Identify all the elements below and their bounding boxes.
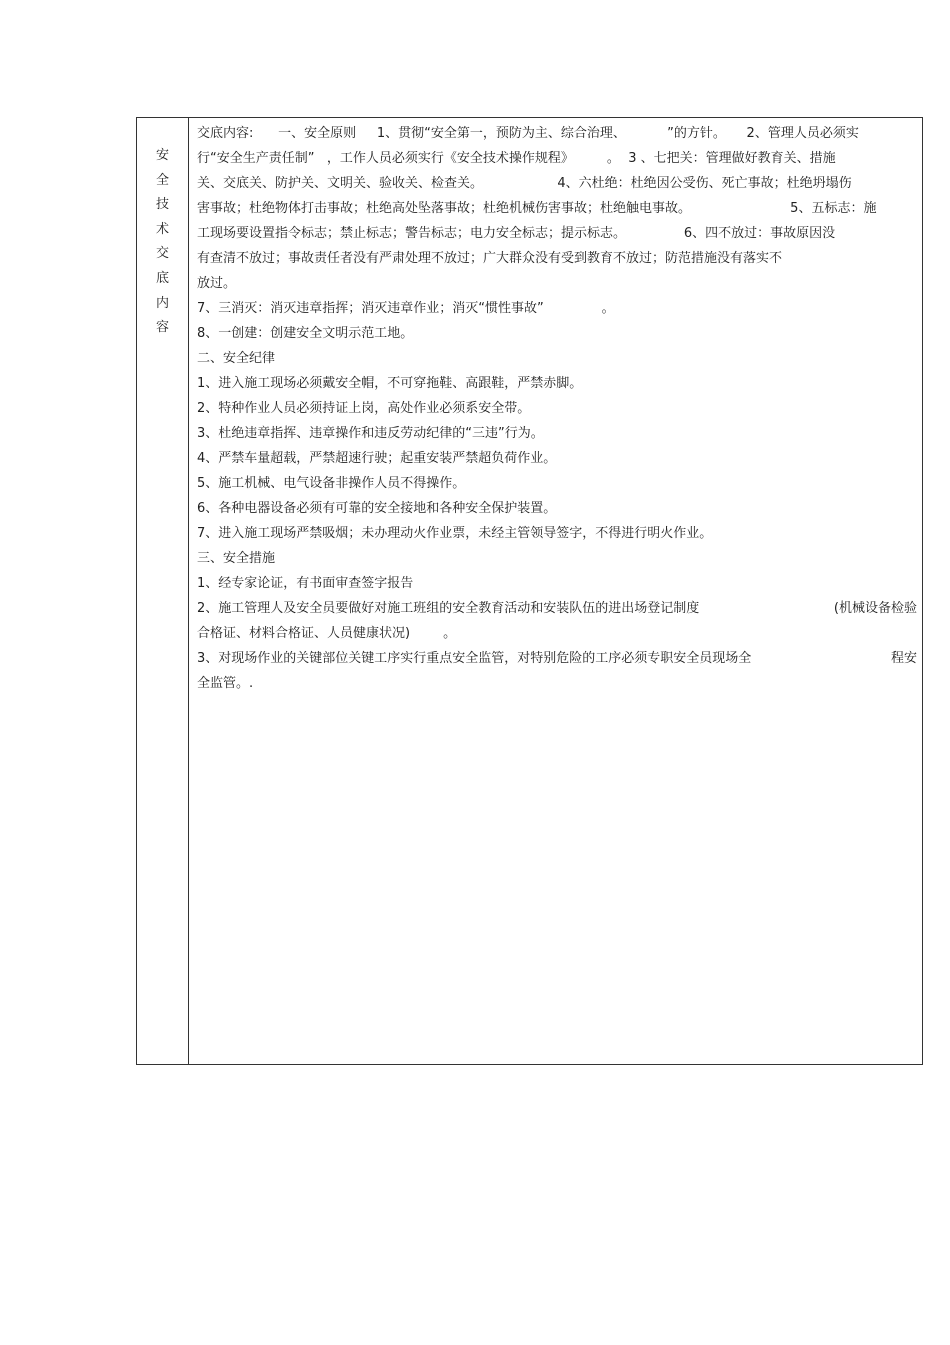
discipline-item: 4、严禁车量超载，严禁超速行驶；起重安装严禁超负荷作业。 <box>197 451 557 466</box>
content-cell <box>197 121 917 696</box>
measures-item <box>197 646 917 671</box>
measures-item-continued: 全监管。. <box>197 676 254 691</box>
principles-line: 害事故；杜绝物体打击事故；杜绝高处坠落事故；杜绝机械伤害事故；杜绝触电事故。 5、五标志：施 <box>197 201 877 216</box>
section-heading-discipline: 二、安全纪律 <box>197 351 276 366</box>
principles-line: 行“安全生产责任制” ，工作人员必须实行《安全技术操作规程》 。 3 、七把关：管理做好教育关、措施 <box>197 151 836 166</box>
section-label-char: 交 <box>155 246 169 262</box>
safety-briefing-table <box>136 117 923 1065</box>
principles-line: 放过。 <box>197 276 237 291</box>
section-heading-measures: 三、安全措施 <box>197 551 276 566</box>
measures-item-text: 2、施工管理人及安全员要做好对施工班组的安全教育活动和安装队伍的进出场登记制度 <box>197 601 700 616</box>
section-label-char: 安 <box>155 148 169 163</box>
discipline-item: 1、进入施工现场必须戴安全帽，不可穿拖鞋、高跟鞋，严禁赤脚。 <box>197 376 583 391</box>
measures-item-text: 3、对现场作业的关键部位关键工序实行重点安全监管，对特别危险的工序必须专职安全员现场全 <box>197 651 752 666</box>
measures-item-text: (机械设备检验 <box>833 601 917 616</box>
principles-line: 工现场要设置指令标志；禁止标志；警告标志；电力安全标志；提示标志。 6、四不放过：事故原因没 <box>197 226 836 241</box>
discipline-item: 7、进入施工现场严禁吸烟；未办理动火作业票，未经主管领导签字，不得进行明火作业。 <box>197 526 713 541</box>
discipline-item: 5、施工机械、电气设备非操作人员不得操作。 <box>197 476 466 491</box>
principles-line: 有查清不放过；事故责任者没有严肃处理不放过；广大群众没有受到教育不放过；防范措施没有落实不 <box>197 251 783 266</box>
section-label-char: 技 <box>155 197 169 213</box>
measures-item <box>197 596 917 621</box>
measures-item-text: 程安 <box>890 651 917 666</box>
measures-item-continued: 合格证、材料合格证、人员健康状况) 。 <box>197 626 457 641</box>
principles-line: 关、交底关、防护关、文明关、验收关、检查关。 4、六杜绝：杜绝因公受伤、死亡事故；杜绝坍塌伤 <box>197 176 852 191</box>
three-eliminations-line: 7、三消灭：消灭违章指挥；消灭违章作业；消灭“惯性事故” 。 <box>197 301 615 316</box>
section-label-char: 容 <box>155 320 169 336</box>
principles-line: 交底内容: 一、安全原则 1、贯彻“安全第一，预防为主、综合治理、 ”的方针。 2、管理人员必须实 <box>197 126 859 141</box>
section-label-char: 全 <box>155 172 169 188</box>
discipline-item: 6、各种电器设备必须有可靠的安全接地和各种安全保护装置。 <box>197 501 557 516</box>
one-creation-line: 8、一创建：创建安全文明示范工地。 <box>197 326 414 341</box>
section-label-char: 底 <box>155 270 169 286</box>
measures-item: 1、经专家论证，有书面审查签字报告 <box>197 576 414 591</box>
section-label-cell <box>137 118 189 1064</box>
section-label-char: 内 <box>155 295 169 311</box>
discipline-item: 3、杜绝违章指挥、违章操作和违反劳动纪律的“三违”行为。 <box>197 426 544 441</box>
section-label-char: 术 <box>155 221 169 237</box>
section-label <box>137 144 188 341</box>
discipline-item: 2、特种作业人员必须持证上岗，高处作业必须系安全带。 <box>197 401 531 416</box>
